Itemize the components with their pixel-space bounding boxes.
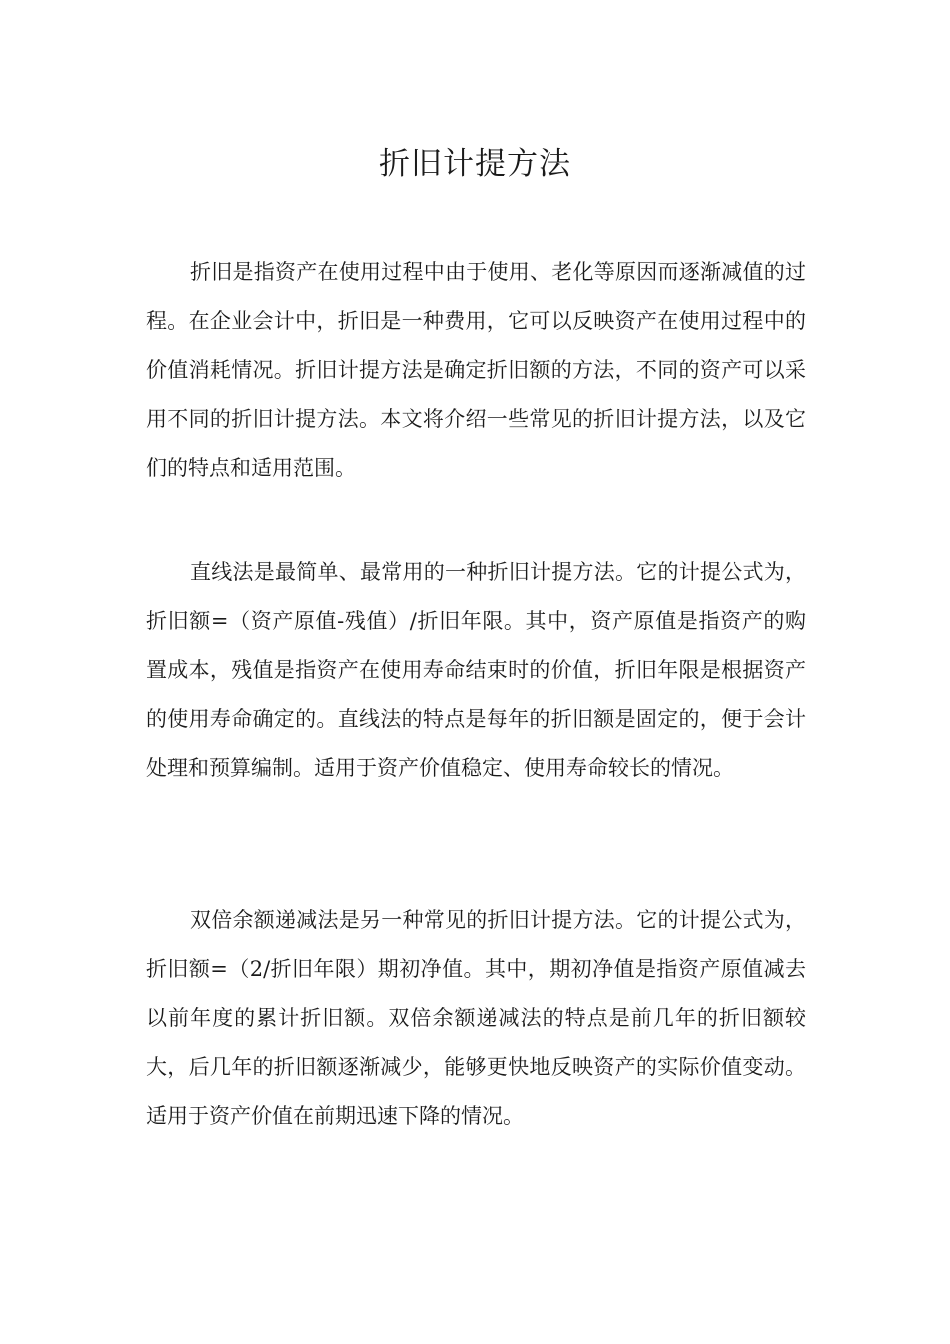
paragraph-double-declining-method: 双倍余额递减法是另一种常见的折旧计提方法。它的计提公式为，折旧额=（2/折旧年限）期初净值。其中，期初净值是指资产原值减去以前年度的累计折旧额。双倍余额递减法的特点是前几年的折旧额较大，后几年的折旧额逐渐减少，能够更快地反映资产的实际价值变动。适用于资产价值在前期迅速下降的情况。 bbox=[146, 908, 806, 1128]
document-title: 折旧计提方法 bbox=[379, 146, 571, 182]
paragraph-introduction: 折旧是指资产在使用过程中由于使用、老化等原因而逐渐减值的过程。在企业会计中，折旧是一种费用，它可以反映资产在使用过程中的价值消耗情况。折旧计提方法是确定折旧额的方法，不同的资产可以采用不同的折旧计提方法。本文将介绍一些常见的折旧计提方法，以及它们的特点和适用范围。 bbox=[146, 260, 806, 480]
paragraph-straight-line-method: 直线法是最简单、最常用的一种折旧计提方法。它的计提公式为，折旧额=（资产原值-残值）/折旧年限。其中，资产原值是指资产的购置成本，残值是指资产在使用寿命结束时的价值，折旧年限是根据资产的使用寿命确定的。直线法的特点是每年的折旧额是固定的，便于会计处理和预算编制。适用于资产价值稳定、使用寿命较长的情况。 bbox=[146, 560, 806, 780]
